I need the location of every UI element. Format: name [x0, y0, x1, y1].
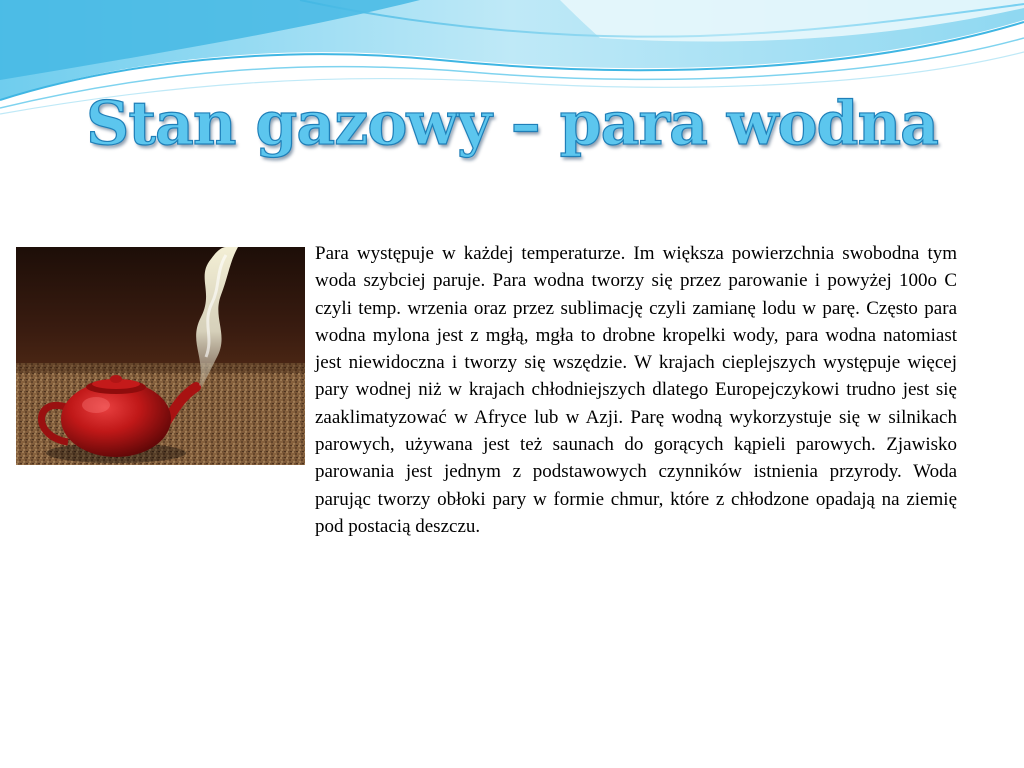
steaming-teapot-photo [16, 247, 305, 465]
slide-title: Stan gazowy – para wodna [86, 89, 938, 159]
body-paragraph: Para występuje w każdej temperaturze. Im większa powierzchnia swobodna tym woda szybciej paruje. Para wodna tworzy się przez parowanie i powyżej 100o C czyli temp. wrzenia oraz przez sublimację czyli zamianę lodu w parę. Często para wodna mylona jest z mgłą, mgła to drobne kropelki wody, para wodna natomiast jest niewidoczna i tworzy się wszędzie. W krajach cieplejszych występuje więcej pary wodnej niż w krajach chłodniejszych dlatego Europejczykowi trudno jest się zaaklimatyzować w Afryce lub w Azji. Parę wodną wykorzystuje się w silnikach parowych, używana jest też saunach do gorących kąpieli parowych. Zjawisko parowania jest jednym z podstawowych czynników istnienia przyrody. Woda parując tworzy obłoki pary w formie chmur, które z chłodzone opadają na ziemię pod postacią deszczu. [315, 243, 957, 537]
